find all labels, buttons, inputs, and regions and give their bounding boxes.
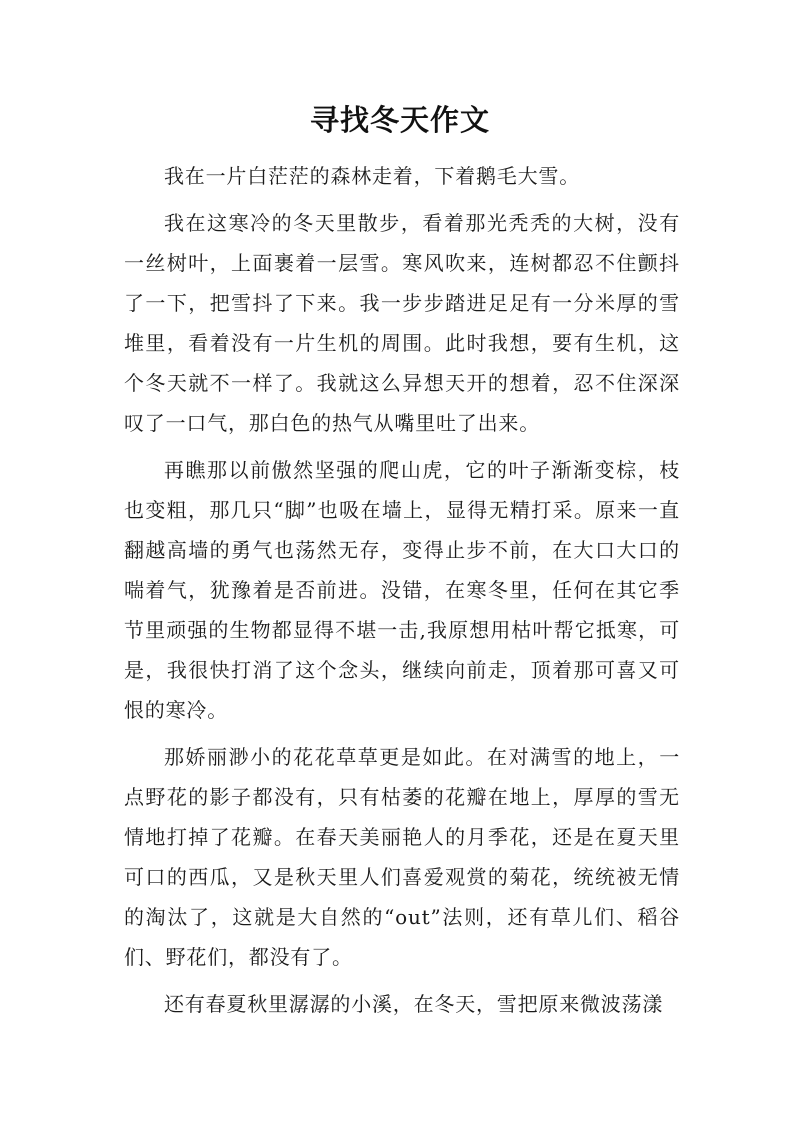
paragraph-1: 我在一片白茫茫的森林走着，下着鹅毛大雪。 [164,164,580,188]
paragraph-3: 再瞧那以前傲然坚强的爬山虎，它的叶子渐渐变棕，枝也变粗，那几只“脚”也吸在墙上，显得无精打采。原来一直翻越高墙的勇气也荡然无存，变得止步不前，在大口大口的喘着气，犹豫着是否前进。没错，在寒冬里，任何在其它季节里顽强的生物都显得不堪一击,我原想用枯叶帮它抵寒，可是，我很快打消了这个念头，继续向前走，顶着那可喜又可恨的寒冷。 [124,458,680,722]
paragraph-5: 还有春夏秋里潺潺的小溪，在冬天，雪把原来微波荡漾 [164,992,664,1016]
paragraph-2: 我在这寒冷的冬天里散步，看着那光秃秃的大树，没有一丝树叶，上面裹着一层雪。寒风吹来，连树都忍不住颤抖了一下，把雪抖了下来。我一步步踏进足足有一分米厚的雪堆里，看着没有一片生机的周围。此时我想，要有生机，这个冬天就不一样了。我就这么异想天开的想着，忍不住深深叹了一口气，那白色的热气从嘴里吐了出来。 [124,211,680,435]
paragraph-4: 那娇丽渺小的花花草草更是如此。在对满雪的地上，一点野花的影子都没有，只有枯萎的花瓣在地上，厚厚的雪无情地打掉了花瓣。在春天美丽艳人的月季花，还是在夏天里可口的西瓜，又是秋天里人们喜爱观赏的菊花，统统被无情的淘汰了，这就是大自然的“out”法则，还有草儿们、稻谷们、野花们，都没有了。 [124,745,680,969]
document-body [124,156,680,1031]
document-title: 寻找冬天作文 [309,103,490,137]
